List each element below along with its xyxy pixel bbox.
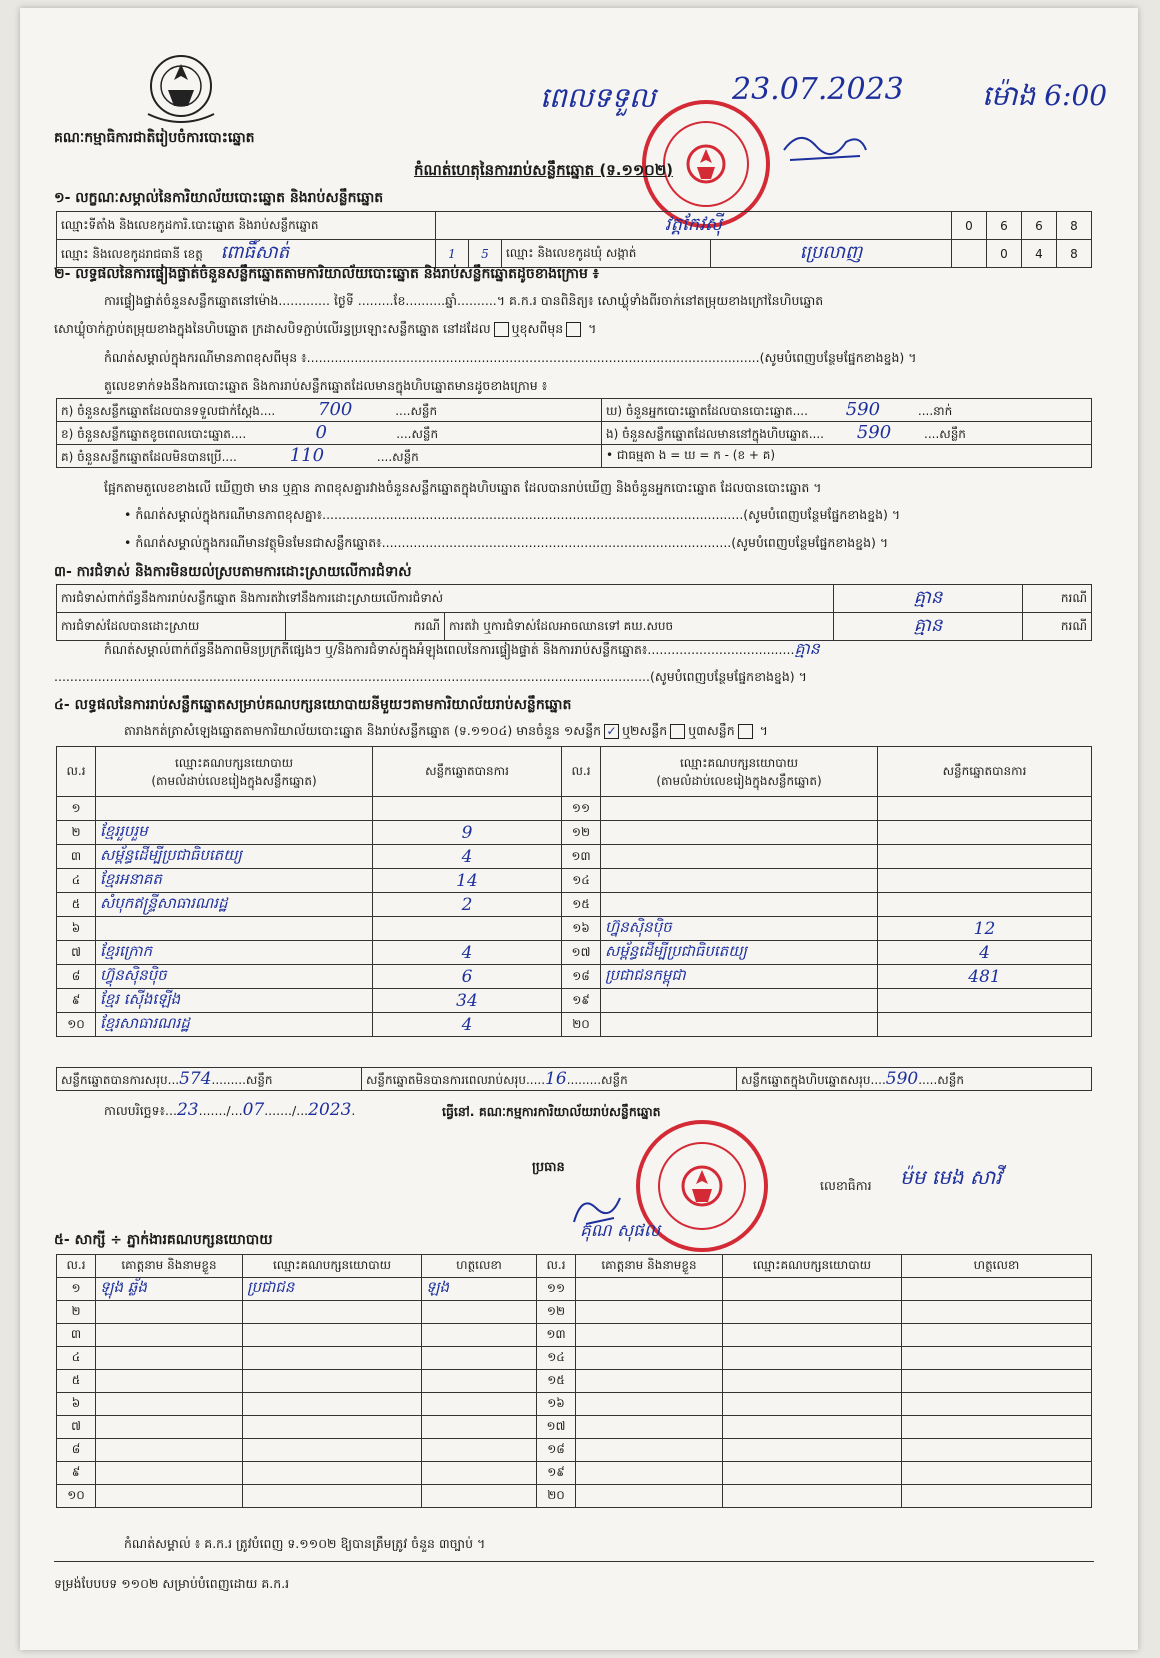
result-votes[interactable] xyxy=(878,869,1092,893)
irregularity-note: កំណត់សម្គាល់ពាក់ព័ន្ធនឹងភាពមិនប្រក្រតីផ្សេងៗ ឬ/និងការជំទាស់ក្នុងអំឡុងពេលនៃការផ្ទៀងផ្ទាត់ និងការរាប់សន្លឹកឆ្នោត៖.....................................គ្មាន xyxy=(104,639,820,658)
witness-name[interactable] xyxy=(576,1393,723,1416)
result-party[interactable] xyxy=(96,917,373,941)
col-no-header: ល.រ xyxy=(57,747,96,797)
result-party[interactable]: ហ៊្វុនស៊ិនប៉ិច xyxy=(96,965,373,989)
section2-seal-text: សោឃ្លុំចាក់ភ្ជាប់តម្រុយខាងក្នុងនៃហិបឆ្នោត ក្រដាសបិទភ្ជាប់លើរន្ធប្រឡោះសន្លឹកឆ្នោត នៅដដែល ឬខុសពីមុន ។ xyxy=(54,321,597,336)
appeal-case-label: ករណី xyxy=(1023,613,1092,641)
received-ballots-row: ក) ចំនួនសន្លឹកឆ្នោតដែលបានទទួលជាក់ស្តែង.... 700 ....សន្លឹក xyxy=(57,399,602,422)
col-votes-header: សន្លឹកឆ្នោតបានការ xyxy=(373,747,562,797)
witness-row xyxy=(57,1301,1092,1324)
witness-party[interactable] xyxy=(723,1393,902,1416)
tally-sheets-text: តារាងកត់ត្រាសំឡេងឆ្នោតតាមការិយាល័យបោះឆ្នោត និងរាប់សន្លឹកឆ្នោត (ទ.១១០៤) មានចំនួន ១សន្លឹក ✓ ឬ២សន្លឹក ឬ៣សន្លឹក ។ xyxy=(124,723,768,738)
result-votes[interactable]: 481 xyxy=(878,965,1092,989)
date-day[interactable]: 23 xyxy=(176,1100,199,1120)
result-party[interactable]: ខ្មែរ ស៊ើងឡើង xyxy=(96,989,373,1013)
witness-name[interactable] xyxy=(576,1370,723,1393)
result-no: ១ xyxy=(57,797,96,821)
result-no: ៤ xyxy=(57,869,96,893)
unused-ballots-value[interactable]: 110 xyxy=(289,445,325,466)
witness-party[interactable] xyxy=(243,1370,422,1393)
committee-name: គណៈកម្មាធិការជាតិរៀបចំការបោះឆ្នោត xyxy=(54,130,255,146)
objections-table xyxy=(56,584,1092,641)
witness-no: ១០ xyxy=(57,1485,96,1508)
result-votes[interactable]: 14 xyxy=(373,869,562,893)
witness-no: ១ xyxy=(57,1278,96,1301)
formula: • ជាធម្មតា ង = ឃ = ក - (ខ + គ) xyxy=(602,445,1092,468)
signature-top-icon xyxy=(780,120,870,170)
witness-name[interactable] xyxy=(96,1324,243,1347)
total-in-box: សន្លឹកឆ្នោតក្នុងហិបឆ្នោតសរុប....590.....សន្លឹក xyxy=(737,1068,1092,1091)
witness-signature[interactable] xyxy=(422,1462,537,1485)
commune-code-blank xyxy=(952,240,987,268)
result-no: ១២ xyxy=(562,821,601,845)
objection-case-label: ករណី xyxy=(1023,585,1092,613)
section4-heading: ៤- លទ្ធផលនៃការរាប់សន្លឹកឆ្នោតសម្រាប់គណបក្សនយោបាយនីមួយៗតាមការិយាល័យរាប់សន្លឹកឆ្នោត xyxy=(54,697,572,713)
witness-signature[interactable] xyxy=(902,1347,1092,1370)
commune-name[interactable]: ប្រេលាញ xyxy=(711,240,952,268)
result-votes[interactable] xyxy=(878,1013,1092,1037)
witness-no: ៩ xyxy=(57,1462,96,1485)
result-row xyxy=(57,965,1092,989)
spoiled-ballots-value[interactable]: 0 xyxy=(315,422,327,443)
witness-party[interactable] xyxy=(723,1485,902,1508)
witness-signature[interactable] xyxy=(422,1393,537,1416)
witness-party[interactable] xyxy=(243,1485,422,1508)
witness-name[interactable] xyxy=(96,1416,243,1439)
witness-party[interactable] xyxy=(723,1416,902,1439)
commune-label: ឈ្មោះ និងលេខកូដឃុំ សង្កាត់ xyxy=(502,240,711,268)
party-results-table xyxy=(56,746,1092,1037)
completion-date: កាលបរិច្ឆេទ៖...23......./...07......./...2023. xyxy=(104,1100,356,1120)
witness-name[interactable] xyxy=(576,1324,723,1347)
col-votes-header: សន្លឹកឆ្នោតបានការ xyxy=(878,747,1092,797)
result-votes[interactable]: 34 xyxy=(373,989,562,1013)
witness-signature[interactable] xyxy=(902,1393,1092,1416)
result-party[interactable] xyxy=(601,821,878,845)
w-col-party: ឈ្មោះគណបក្សនយោបាយ xyxy=(723,1255,902,1278)
w-col-no: ល.រ xyxy=(537,1255,576,1278)
witness-party[interactable] xyxy=(243,1439,422,1462)
result-votes[interactable]: 4 xyxy=(373,941,562,965)
result-party[interactable]: ខ្មែររួបរួម xyxy=(96,821,373,845)
result-party[interactable]: ប្រជាជនកម្ពុជា xyxy=(601,965,878,989)
result-votes[interactable] xyxy=(878,845,1092,869)
result-party[interactable]: សម្ព័ន្ធដើម្បីប្រជាធិបតេយ្យ xyxy=(96,845,373,869)
discrepancy-note: • កំណត់សម្គាល់ក្នុងករណីមានភាពខុសគ្នា៖..........................................................................................................(សូមបំពេញបន្ថែមផ្នែកខាងខ្នង) ។ xyxy=(124,507,901,522)
chair-label: ប្រធាន xyxy=(532,1160,565,1175)
result-votes[interactable] xyxy=(373,917,562,941)
witness-signature[interactable]: ឡង xyxy=(422,1278,537,1301)
witness-party[interactable] xyxy=(723,1278,902,1301)
result-no: ១៧ xyxy=(562,941,601,965)
irregularity-value[interactable]: គ្មាន xyxy=(794,639,820,658)
secretary-name: ម៉ម មេង សាវី xyxy=(900,1165,1002,1189)
date-year[interactable]: 2023 xyxy=(308,1100,352,1120)
result-party[interactable]: ខ្មែរក្រោក xyxy=(96,941,373,965)
witness-no: ៤ xyxy=(57,1347,96,1370)
witness-signature[interactable] xyxy=(422,1301,537,1324)
witness-signature[interactable] xyxy=(902,1370,1092,1393)
result-no: ១១ xyxy=(562,797,601,821)
spoiled-ballots-row: ខ) ចំនួនសន្លឹកឆ្នោតខូចពេលបោះឆ្នោត.... 0 ....សន្លឹក xyxy=(57,422,602,445)
objection-value[interactable]: គ្មាន xyxy=(834,585,1023,613)
result-no: ១៩ xyxy=(562,989,601,1013)
witness-signature[interactable] xyxy=(422,1416,537,1439)
witness-signature[interactable] xyxy=(902,1324,1092,1347)
witness-no: ៦ xyxy=(57,1393,96,1416)
witness-row xyxy=(57,1278,1092,1301)
seal-emblem-icon xyxy=(683,141,729,187)
witness-name[interactable] xyxy=(576,1485,723,1508)
result-row xyxy=(57,917,1092,941)
witness-party[interactable] xyxy=(723,1370,902,1393)
resolved-label: ការជំទាស់ដែលបានដោះស្រាយ xyxy=(57,613,286,641)
result-no: ១៣ xyxy=(562,845,601,869)
total-invalid: សន្លឹកឆ្នោតមិនបានការពេលរាប់សរុប.....16.........សន្លឹក xyxy=(362,1068,737,1091)
result-votes[interactable]: 4 xyxy=(373,1013,562,1037)
result-party[interactable] xyxy=(601,797,878,821)
section2-check-text: ការផ្ទៀងផ្ទាត់ចំនួនសន្លឹកឆ្នោតនៅម៉ោង............. ថ្ងៃទី .........ខែ..........ឆ្នាំ..........។ គ.ក.រ បានពិនិត្យ៖ សោឃ្លុំទាំងពីរចាក់នៅតម្រុយខាងក្រៅនៃហិបឆ្នោត xyxy=(104,293,824,308)
commune-code-digit[interactable]: 4 xyxy=(1022,240,1057,268)
received-date: 23.07.2023 xyxy=(732,72,904,107)
witness-name[interactable] xyxy=(96,1439,243,1462)
witness-name[interactable]: ឡុង ឆ្ល័ង xyxy=(96,1278,243,1301)
same-checkbox[interactable] xyxy=(494,322,509,337)
commune-code-digit[interactable]: 0 xyxy=(987,240,1022,268)
result-row xyxy=(57,797,1092,821)
result-no: ១៦ xyxy=(562,917,601,941)
witness-party[interactable] xyxy=(723,1301,902,1324)
footer-note: កំណត់សម្គាល់ ៖ គ.ក.រ ត្រូវបំពេញ ទ.១១០២ ឱ្យបានត្រឹមត្រូវ ចំនួន ៣ច្បាប់ ។ xyxy=(124,1536,486,1551)
result-party[interactable] xyxy=(601,893,878,917)
witness-signature[interactable] xyxy=(422,1324,537,1347)
witness-row xyxy=(57,1462,1092,1485)
pollstation-name[interactable]: វត្តកែវស៊ី xyxy=(436,212,952,240)
unused-ballots-row: គ) ចំនួនសន្លឹកឆ្នោតដែលមិនបានប្រើ.... 110 ....សន្លឹក xyxy=(57,445,602,468)
province-code-digit[interactable]: 1 xyxy=(436,240,469,268)
secretary-label: លេខាធិការ xyxy=(820,1178,872,1193)
appeal-value[interactable]: គ្មាន xyxy=(834,613,1023,641)
witness-name[interactable] xyxy=(96,1347,243,1370)
witness-no: ១៥ xyxy=(537,1370,576,1393)
received-time: ម៉ោង 6:00 xyxy=(982,79,1108,112)
result-party[interactable]: សំបុកឥន្ទ្រីសាធារណរដ្ឋ xyxy=(96,893,373,917)
witness-no: ១៦ xyxy=(537,1393,576,1416)
province-label: ឈ្មោះ និងលេខកូដរាជធានី ខេត្ត ពោធិ៍សាត់ xyxy=(57,240,436,268)
result-no: ៩ xyxy=(57,989,96,1013)
witness-row xyxy=(57,1485,1092,1508)
foreign-object-note: • កំណត់សម្គាល់ក្នុងករណីមានវត្ថុមិនមែនជាសន្លឹកឆ្នោត៖........................................................................................(សូមបំពេញបន្ថែមផ្នែកខាងខ្នង) ។ xyxy=(124,535,889,550)
witness-row xyxy=(57,1393,1092,1416)
result-votes[interactable]: 4 xyxy=(878,941,1092,965)
result-no: ១៨ xyxy=(562,965,601,989)
ballot-figures-table xyxy=(56,398,1092,468)
witness-signature[interactable] xyxy=(902,1439,1092,1462)
result-party[interactable] xyxy=(601,1013,878,1037)
result-row xyxy=(57,821,1092,845)
result-votes[interactable]: 12 xyxy=(878,917,1092,941)
result-row xyxy=(57,941,1092,965)
witness-no: ១៨ xyxy=(537,1439,576,1462)
w-col-name: គោត្តនាម និងនាមខ្លួន xyxy=(576,1255,723,1278)
witness-name[interactable] xyxy=(576,1278,723,1301)
result-row xyxy=(57,845,1092,869)
pollstation-code-digit[interactable]: 6 xyxy=(1022,212,1057,240)
pollstation-code-digit[interactable]: 6 xyxy=(987,212,1022,240)
witness-party[interactable] xyxy=(723,1462,902,1485)
result-no: ២០ xyxy=(562,1013,601,1037)
result-party[interactable]: ខ្មែរអនាគត xyxy=(96,869,373,893)
result-no: ១៤ xyxy=(562,869,601,893)
result-votes[interactable] xyxy=(878,989,1092,1013)
witness-party[interactable] xyxy=(243,1416,422,1439)
result-no: ៥ xyxy=(57,893,96,917)
result-party[interactable]: សម្ព័ន្ធដើម្បីប្រជាធិបតេយ្យ xyxy=(601,941,878,965)
figures-intro: តួលេខទាក់ទងនឹងការបោះឆ្នោត និងការរាប់សន្លឹកឆ្នោតដែលមានក្នុងហិបឆ្នោតមានដូចខាងក្រោម ៖ xyxy=(104,378,548,393)
form-reference: ទម្រង់បែបបទ ១១០២ សម្រាប់បំពេញដោយ គ.ក.រ xyxy=(54,1576,290,1591)
resolved-case-label: ករណី xyxy=(286,613,445,641)
witness-row xyxy=(57,1439,1092,1462)
witness-name[interactable] xyxy=(576,1416,723,1439)
result-party[interactable]: ខ្មែរសាធារណរដ្ឋ xyxy=(96,1013,373,1037)
witness-party[interactable] xyxy=(723,1347,902,1370)
witness-row xyxy=(57,1416,1092,1439)
witness-name[interactable] xyxy=(96,1462,243,1485)
result-row xyxy=(57,869,1092,893)
total-in-box-value[interactable]: 590 xyxy=(885,1068,919,1089)
appeal-label: ការតវ៉ា ឬការជំទាស់ដែលអាចឈានទៅ គឃ.សបច xyxy=(445,613,834,641)
witness-party[interactable] xyxy=(243,1301,422,1324)
witness-table xyxy=(56,1254,1092,1508)
witness-signature[interactable] xyxy=(902,1278,1092,1301)
result-party[interactable] xyxy=(96,797,373,821)
one-sheet-checkbox[interactable]: ✓ xyxy=(604,724,619,739)
witness-name[interactable] xyxy=(96,1370,243,1393)
witness-no: ១១ xyxy=(537,1278,576,1301)
voters-row: ឃ) ចំនួនអ្នកបោះឆ្នោតដែលបានបោះឆ្នោត.... 590 ....នាក់ xyxy=(602,399,1092,422)
section3-heading: ៣- ការជំទាស់ និងការមិនយល់ស្របតាមការដោះស្រាយលើការជំទាស់ xyxy=(54,564,412,580)
result-votes[interactable]: 2 xyxy=(373,893,562,917)
footer-rule xyxy=(54,1561,1094,1562)
witness-no: ១៣ xyxy=(537,1324,576,1347)
result-votes[interactable] xyxy=(878,821,1092,845)
w-col-party: ឈ្មោះគណបក្សនយោបាយ xyxy=(243,1255,422,1278)
province-name[interactable]: ពោធិ៍សាត់ xyxy=(220,242,290,263)
discrepancy-text: ផ្អែកតាមតួលេខខាងលើ ឃើញថា មាន ឬគ្មាន ភាពខុសគ្នារវាងចំនួនសន្លឹកឆ្នោតក្នុងហិបឆ្នោត ដែលបានរាប់ឃើញ និងចំនួនអ្នកបោះឆ្នោត ដែលបានបោះឆ្នោត ។ xyxy=(104,480,822,495)
result-row xyxy=(57,1013,1092,1037)
pollstation-code-digit[interactable]: 8 xyxy=(1057,212,1092,240)
witness-name[interactable] xyxy=(576,1462,723,1485)
result-party[interactable] xyxy=(601,989,878,1013)
witness-signature[interactable] xyxy=(422,1439,537,1462)
difference-note: កំណត់សម្គាល់ក្នុងករណីមានភាពខុសពីមុន ៖..................................................................................................................(សូមបំពេញបន្ថែមផ្នែកខាងខ្នង) ។ xyxy=(104,350,917,365)
three-sheet-checkbox[interactable] xyxy=(738,724,753,739)
total-invalid-value: 16 xyxy=(545,1068,567,1089)
objection-label: ការជំទាស់ពាក់ព័ន្ធនឹងការរាប់សន្លឹកឆ្នោត និងការតវ៉ាទៅនឹងការដោះស្រាយលើការជំទាស់ xyxy=(57,585,834,613)
witness-name[interactable] xyxy=(576,1347,723,1370)
witness-party[interactable] xyxy=(723,1439,902,1462)
col-no-header: ល.រ xyxy=(562,747,601,797)
witness-name[interactable] xyxy=(96,1301,243,1324)
witness-no: ២ xyxy=(57,1301,96,1324)
result-party[interactable]: ហ្វ៊ុនស៊ិនប៉ិច xyxy=(601,917,878,941)
pollstation-code-digit[interactable]: 0 xyxy=(952,212,987,240)
result-party[interactable] xyxy=(601,845,878,869)
result-row xyxy=(57,893,1092,917)
province-code-digit[interactable]: 5 xyxy=(469,240,502,268)
voters-value[interactable]: 590 xyxy=(845,399,881,420)
result-no: ១០ xyxy=(57,1013,96,1037)
witness-signature[interactable] xyxy=(422,1485,537,1508)
total-valid-value[interactable]: 574 xyxy=(179,1068,212,1089)
witness-no: ១២ xyxy=(537,1301,576,1324)
witness-signature[interactable] xyxy=(902,1301,1092,1324)
result-row xyxy=(57,989,1092,1013)
col-party-header: ឈ្មោះគណបក្សនយោបាយ (តាមលំដាប់លេខរៀងក្នុងសន្លឹកឆ្នោត) xyxy=(601,747,878,797)
witness-name[interactable] xyxy=(576,1301,723,1324)
witness-no: ៨ xyxy=(57,1439,96,1462)
witness-party[interactable] xyxy=(243,1324,422,1347)
box-ballots-value[interactable]: 590 xyxy=(856,422,892,443)
result-no: ៨ xyxy=(57,965,96,989)
result-votes[interactable]: 6 xyxy=(373,965,562,989)
result-votes[interactable] xyxy=(373,797,562,821)
box-ballots-row: ង) ចំនួនសន្លឹកឆ្នោតដែលមាននៅក្នុងហិបឆ្នោត.... 590 ....សន្លឹក xyxy=(602,422,1092,445)
section1-heading: ១- លក្ខណៈសម្គាល់នៃការិយាល័យបោះឆ្នោត និងរាប់សន្លឹកឆ្នោត xyxy=(54,190,384,206)
seal-emblem-icon xyxy=(678,1162,726,1210)
result-party[interactable] xyxy=(601,869,878,893)
witness-signature[interactable] xyxy=(902,1462,1092,1485)
nec-emblem-icon xyxy=(138,50,224,128)
total-valid: សន្លឹកឆ្នោតបានការសរុប...574.........សន្លឹក xyxy=(57,1068,362,1091)
received-stamp-label: ពេលទទួល xyxy=(540,81,656,114)
totals-table xyxy=(56,1067,1092,1091)
w-col-no: ល.រ xyxy=(57,1255,96,1278)
witness-row xyxy=(57,1347,1092,1370)
witness-signature[interactable] xyxy=(422,1347,537,1370)
section2-heading: ២- លទ្ធផលនៃការផ្ទៀងផ្ទាត់ចំនួនសន្លឹកឆ្នោតតាមការិយាល័យបោះឆ្នោត និងរាប់សន្លឹកឆ្នោតដូចខាងក្រោម ៖ xyxy=(54,266,599,282)
result-no: ៣ xyxy=(57,845,96,869)
section1-table xyxy=(56,211,1092,268)
result-no: ៧ xyxy=(57,941,96,965)
witness-no: ៥ xyxy=(57,1370,96,1393)
different-checkbox[interactable] xyxy=(566,322,581,337)
witness-signature[interactable] xyxy=(902,1485,1092,1508)
result-votes[interactable] xyxy=(878,797,1092,821)
witness-no: ១៩ xyxy=(537,1462,576,1485)
witness-party[interactable] xyxy=(243,1393,422,1416)
witness-party[interactable]: ប្រជាជន xyxy=(243,1278,422,1301)
witness-name[interactable] xyxy=(576,1439,723,1462)
result-votes[interactable]: 9 xyxy=(373,821,562,845)
section5-heading: ៥- សាក្សី ÷ ភ្នាក់ងារគណបក្សនយោបាយ xyxy=(54,1232,273,1248)
witness-no: ៣ xyxy=(57,1324,96,1347)
commune-code-digit[interactable]: 8 xyxy=(1057,240,1092,268)
witness-row xyxy=(57,1370,1092,1393)
witness-party[interactable] xyxy=(243,1462,422,1485)
witness-no: ៧ xyxy=(57,1416,96,1439)
committee-signoff: ធ្វើនៅ. គណៈកម្មការការិយាល័យរាប់សន្លឹកឆ្នោត xyxy=(442,1104,661,1119)
w-col-sign: ហត្ថលេខា xyxy=(422,1255,537,1278)
witness-signature[interactable] xyxy=(902,1416,1092,1439)
chair-name: គុណ សុផល xyxy=(580,1221,661,1241)
witness-no: ២០ xyxy=(537,1485,576,1508)
result-votes[interactable] xyxy=(878,893,1092,917)
result-votes[interactable]: 4 xyxy=(373,845,562,869)
witness-no: ១៤ xyxy=(537,1347,576,1370)
result-no: ៦ xyxy=(57,917,96,941)
witness-name[interactable] xyxy=(96,1485,243,1508)
witness-party[interactable] xyxy=(243,1347,422,1370)
witness-name[interactable] xyxy=(96,1393,243,1416)
witness-signature[interactable] xyxy=(422,1370,537,1393)
col-party-header: ឈ្មោះគណបក្សនយោបាយ (តាមលំដាប់លេខរៀងក្នុងសន្លឹកឆ្នោត) xyxy=(96,747,373,797)
witness-row xyxy=(57,1324,1092,1347)
irregularity-note-end: ......................................................................................................................................................(សូមបំពេញបន្ថែមផ្នែកខាងខ្នង) ។ xyxy=(54,669,807,684)
w-col-name: គោត្តនាម និងនាមខ្លួន xyxy=(96,1255,243,1278)
date-month[interactable]: 07 xyxy=(242,1100,265,1120)
pollstation-label: ឈ្មោះទីតាំង និងលេខកូដការិ.បោះឆ្នោត និងរាប់សន្លឹកឆ្នោត xyxy=(57,212,436,240)
witness-no: ១៧ xyxy=(537,1416,576,1439)
two-sheet-checkbox[interactable] xyxy=(670,724,685,739)
form-sheet xyxy=(20,8,1138,1650)
received-ballots-value[interactable]: 700 xyxy=(318,399,353,420)
form-title: កំណត់ហេតុនៃការរាប់សន្លឹកឆ្នោត (ទ.១១០២) xyxy=(414,161,674,179)
witness-party[interactable] xyxy=(723,1324,902,1347)
w-col-sign: ហត្ថលេខា xyxy=(902,1255,1092,1278)
result-no: ១៥ xyxy=(562,893,601,917)
result-no: ២ xyxy=(57,821,96,845)
